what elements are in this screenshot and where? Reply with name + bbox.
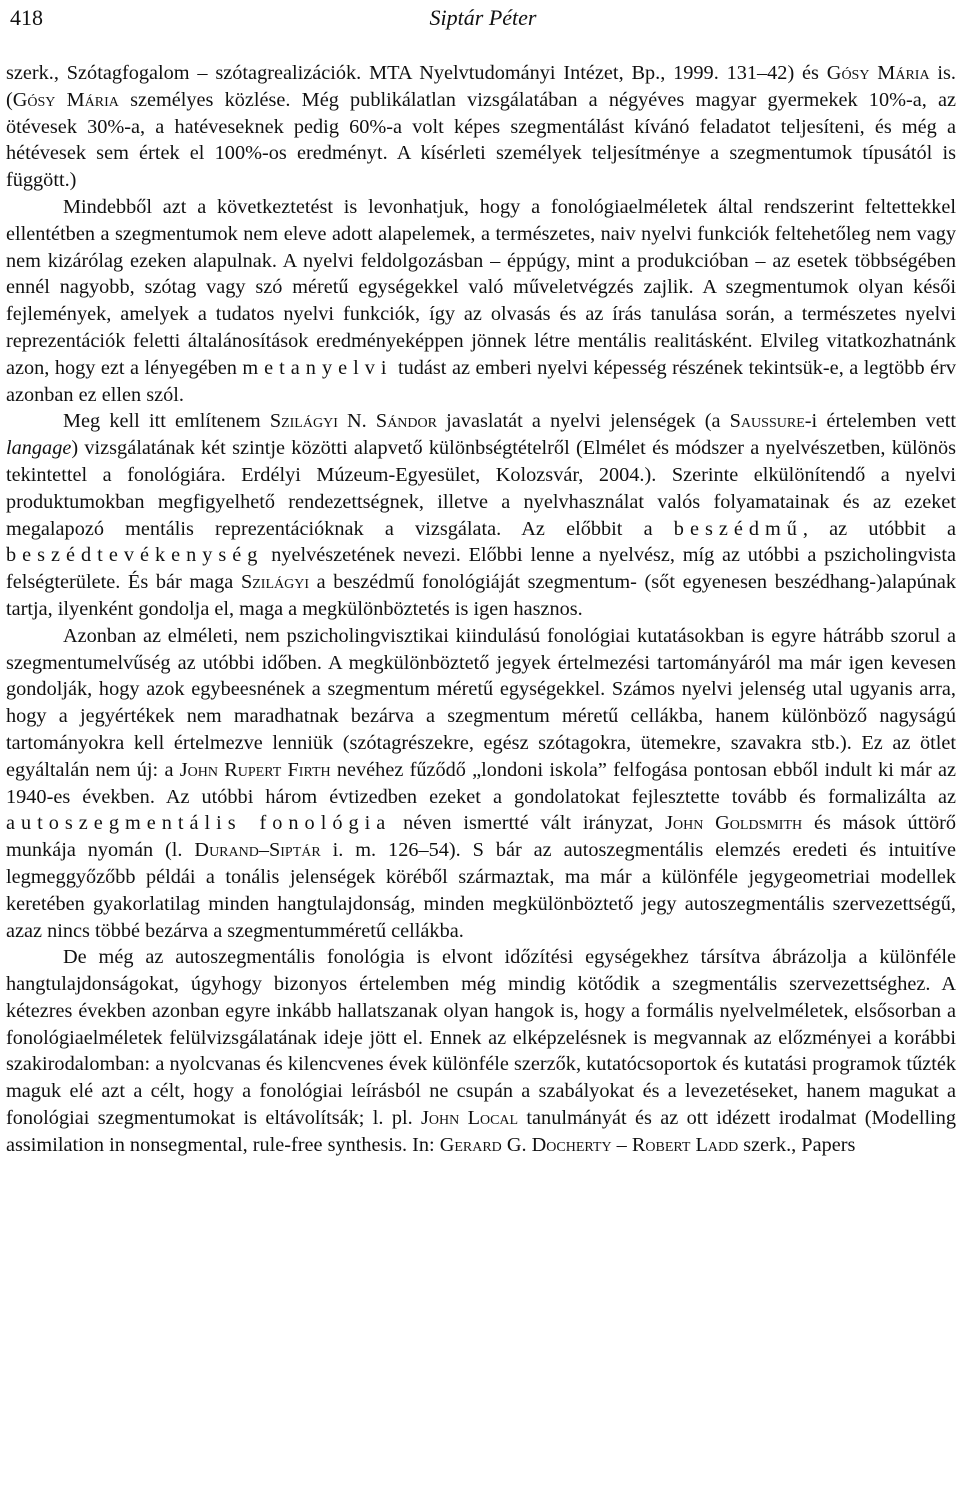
italic-term: langage (6, 437, 72, 460)
text-run: -i értelemben vett (804, 410, 956, 433)
paragraph (6, 408, 956, 622)
text-run: néven ismertté vált irányzat, (391, 812, 666, 835)
author-name: John Goldsmith (665, 812, 803, 835)
page-number: 418 (10, 5, 43, 30)
paragraph (6, 623, 956, 945)
text-run: személyes közlése. Még publikálatlan vizsgálatában a négyéves magyar gyermekek 10%-a, az ötévesek 30%-a, a hatéveseknek pedig 60%-a volt képes szegmentálást kívánó feladatot teljesíteni, és még a hétévesek sem értek el 100%-os eredményt. A kísérleti személyek teljesítménye a szegmentumok típusától is függött.) (6, 88, 956, 192)
text-run: a beszédmű fonológiáját szegmentum- (sőt egyenesen beszédhang-)alapúnak tartja, ilyenként gondolja el, maga a megkülönböztetés is igen hasznos. (6, 571, 957, 620)
text-run: Meg kell itt említenem (63, 410, 270, 433)
emphasized-term: autoszegmentális fonológia (6, 812, 392, 835)
author-name: Saussure (729, 410, 805, 433)
emphasized-term: beszédtevékenység (6, 544, 264, 567)
author-name: Durand–Siptár (194, 839, 321, 862)
text-run: szerk., Szótagfogalom – szótagrealizációk. MTA Nyelvtudományi Intézet, Bp., 1999. 131–42) és (6, 62, 827, 84)
text-run: és mások úttörő munkája nyomán (l. (6, 812, 956, 862)
emphasized-term: metanyelvi (242, 356, 393, 379)
text-run: , az utóbbit a (802, 517, 956, 540)
text-run: tudást az emberi nyelvi képesség részének tekintsük-e, a legtöbb érv azonban ez ellen szól. (6, 356, 956, 406)
emphasized-term: beszédmű (673, 517, 803, 540)
author-name: Szilágyi N. Sándor (269, 410, 437, 433)
text-run: szerk., Papers (738, 1133, 856, 1156)
text-run: nyelvészetének nevezi. Előbbi lenne a nyelvész, míg az utóbbi a pszicholingvista felségterülete. És bár maga (6, 544, 956, 594)
page-header (6, 0, 960, 36)
text-run: tanulmányát és az ott idézett irodalmat (Modelling assimilation in nonsegmental, rule-free synthesis. In: (6, 1107, 957, 1156)
paragraph (6, 944, 956, 1158)
text-run: is. ( (6, 62, 957, 111)
author-name: Gerard G. Docherty – Robert Ladd (439, 1133, 739, 1156)
author-name: John Rupert Firth (179, 758, 331, 781)
text-run: Azonban az elméleti, nem pszicholingvisztikai kiindulású fonológiai kutatásokban is egyre hátrább szorul a szegmentumelvűség az utóbbi időben. A megkülönböztető jegyek értelmezési tartományáról ma már igen kevesen gondolják, hogy azok egybeesnének a szegmentum méretű egységekkel. Számos nyelvi jelenség utal ugyanis arra, hogy a jegyértékek nem maradhatnak bezárva a szegmentum méretű cellákba, hanem különböző nagyságú tartományokra kell értelmezve lenniük (szótagrészekre, egész szótagokra, ütemekre, szavakra stb.). Ez az ötlet egyáltalán nem új: a (6, 624, 956, 781)
text-run: javaslatát a nyelvi jelenségek (a (436, 410, 730, 433)
author-name: Gósy Mária (12, 88, 119, 111)
body-text (6, 60, 960, 1159)
text-run: ) vizsgálatának két szintje közötti alapvető különbségtételről (Elmélet és módszer a nyelvészetben, különös tekintettel a fonológiára. Erdélyi Múzeum-Egyesület, Kolozsvár, 2004.). Szerinte elkülönítendő a nyelvi produktumokban megfigyelhető rendezettségnek, illetve a nyelvhasználat valós folyamatainak és az ezeket megalapozó mentális reprezentációknak a vizsgálata. Az előbbit a (6, 437, 956, 540)
paragraph (6, 60, 956, 194)
author-name: John Local (421, 1107, 519, 1130)
author-name: Gósy Mária (826, 62, 930, 84)
text-run: De még az autoszegmentális fonológia is elvont időzítési egységekhez társítva ábrázolja a különféle hangtulajdonságokat, úgyhogy bizonyos értelemben még mindig kötődik a szegmentális szervezettséghez. A kétezres években azonban egyre inkább hallatszanak olyan hangok is, hogy a formális nyelvelméletek, elsősorban a fonológiaelméletek felülvizsgálatának ideje jött el. Ennek az elképzelésnek is megvannak az előzményei a korábbi szakirodalomban: a nyolcvanas és kilencvenes évek különféle szerzők, kutatócsoportok és kutatási programok tűzték maguk elé azt a célt, hogy a fonológiai leírásból ne csupán a szabályokat és a levezetéseket, hanem magukat a fonológiai szegmentumokat is eltávolítsák; l. pl. (6, 946, 956, 1130)
text-run: i. m. 126–54). S bár az autoszegmentális elemzés eredeti és intuitíve legmeggyőzőbb példái a tonális jelenségek köréből származtak, ma már a különféle jegygeometriai modellek keretében gyakorlatilag minden hangtulajdonság, minden megkülönböztető jegy autoszegmentális szervezettségű, azaz nincs többé bezárva a szegmentumméretű cellákba. (6, 839, 956, 942)
text-run: nevéhez fűződő „londoni iskola” felfogása pontosan ebből indult ki már az 1940-es években. Az utóbbi három évtizedben ezeket a gondolatokat fejlesztette tovább és formalizálta az (6, 758, 956, 808)
paragraph (6, 194, 956, 408)
author-name: Szilágyi (240, 571, 309, 594)
running-head: Siptár Péter (429, 5, 537, 30)
text-run: Mindebből azt a következtetést is levonhatjuk, hogy a fonológiaelméletek által rendszerint feltettekkel ellentétben a szegmentumok nem eleve adott alapelemek, a természetes, naiv nyelvi funkciók feltehetőleg nem vagy nem kizárólag ezeken alapulnak. A nyelvi feldolgozásban – éppúgy, mint a produkcióban – az esetek többségében ennél nagyobb, szótag vagy szó méretű egységekkel való műveletvégzés zajlik. A szegmentumok olyan késői fejlemények, amelyek a tudatos nyelvi funkciók, így az olvasás és az írás tanulása során, a természetes nyelvi reprezentációk feletti általánosítások eredményeképpen jönnek létre mentális realitásként. Elvileg vitatkozhatnánk azon, hogy ezt a lényegében (6, 195, 956, 379)
